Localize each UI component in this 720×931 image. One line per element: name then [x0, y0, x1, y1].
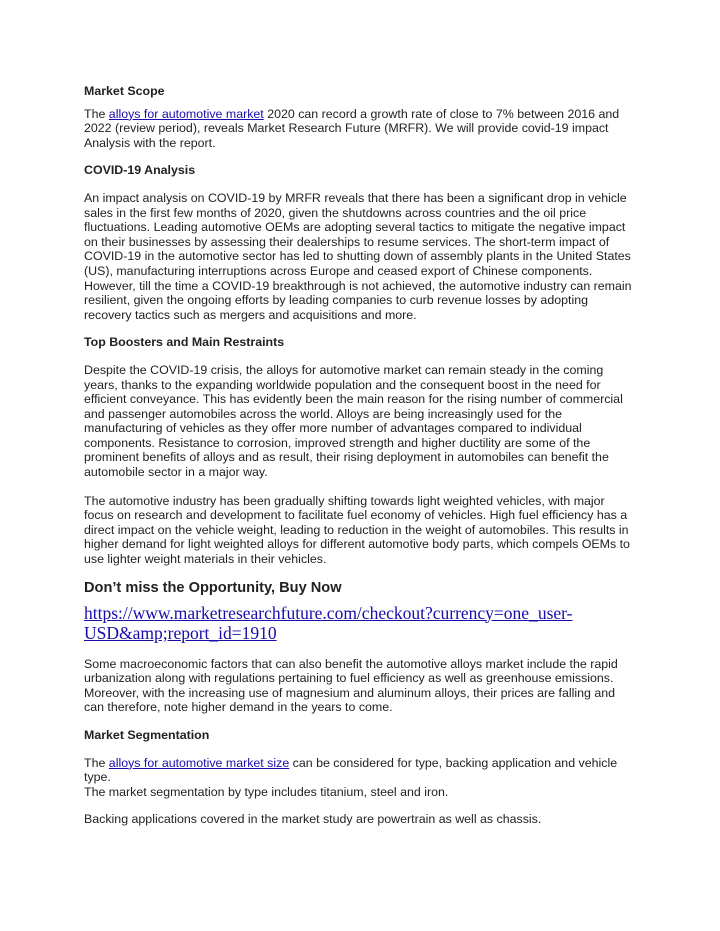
market-scope-pre-link: The: [84, 106, 109, 121]
boosters-paragraph-1: Despite the COVID-19 crisis, the alloys for automotive market can remain steady in the coming years, thanks to the expanding worldwide population and the consequent boost in the need for efficient conveyance. This has evidently been the main reason for the rising number of commercial and passenger automobiles across the world. Alloys are being increasingly used for the manufacturing of vehicles as they offer more number of advantages compared to individual components. Resistance to corrosion, improved strength and higher ductility are some of the prominent benefits of alloys and as result, their rising deployment in automobiles can benefit the automobile sector in a major way.: [84, 362, 623, 480]
market-scope-paragraph: [84, 107, 636, 151]
segmentation-paragraph: [84, 756, 636, 785]
alloys-market-size-link[interactable]: alloys for automotive market size: [108, 755, 290, 770]
document-page: [84, 84, 636, 827]
opportunity-heading: Don’t miss the Opportunity, Buy Now: [84, 579, 342, 596]
covid-paragraph: An impact analysis on COVID-19 by MRFR reveals that there has been a significant drop in vehicle sales in the first few months of 2020, given the shutdowns across countries and the oil price fluctuations. Leading automotive OEMs are adopting several tactics to mitigate the negative impact on their businesses by assessing their dealerships to resume services. The short-term impact of COVID-19 in the automotive sector has led to shutting down of assembly plants in the United States (US), manufacturing interruptions across Europe and ceased export of Chinese components. However, till the time a COVID-19 breakthrough is not achieved, the automotive industry can remain resilient, given the ongoing efforts by leading companies to curb revenue losses by adopting recovery tactics such as mergers and acquisitions and more.: [84, 190, 632, 322]
segmentation-application-line: Backing applications covered in the market study are powertrain as well as chassis.: [84, 812, 542, 827]
boosters-heading: Top Boosters and Main Restraints: [84, 335, 285, 350]
covid-heading: COVID-19 Analysis: [84, 163, 196, 178]
market-scope-post-link: 2020 can record a growth rate of close to 7% between 2016 and 2022 (review period), reveals Market Research Future (MRFR). We will provide covid-19 impact Analysis with the report.: [84, 106, 620, 150]
segmentation-post-link: can be considered for type, backing application and vehicle type.: [84, 755, 618, 785]
segmentation-type-line: The market segmentation by type includes titanium, steel and iron.: [84, 784, 449, 799]
segmentation-heading: Market Segmentation: [84, 728, 210, 742]
market-scope-heading: Market Scope: [84, 84, 165, 98]
boosters-paragraph-2: The automotive industry has been gradually shifting towards light weighted vehicles, with major focus on research and development to facilitate fuel economy of vehicles. High fuel efficiency has a direct impact on the vehicle weight, leading to reduction in the weight of automobiles. This results in higher demand for light weighted alloys for different automotive body parts, which compels OEMs to use lighter weight materials in their vehicles.: [84, 493, 630, 567]
macro-paragraph: Some macroeconomic factors that can also benefit the automotive alloys market include the rapid urbanization along with regulations pertaining to fuel efficiency as well as greenhouse emissions. Moreover, with the increasing use of magnesium and aluminum alloys, their prices are falling and can therefore, note higher demand in the years to come.: [84, 656, 618, 715]
segmentation-pre-link: The: [84, 755, 109, 770]
alloys-market-link[interactable]: alloys for automotive market: [108, 106, 264, 121]
checkout-url-link[interactable]: https://www.marketresearchfuture.com/checkout?currency=one_user-USD&amp;report_id=1910: [84, 602, 573, 644]
checkout-url-paragraph: [84, 603, 636, 644]
